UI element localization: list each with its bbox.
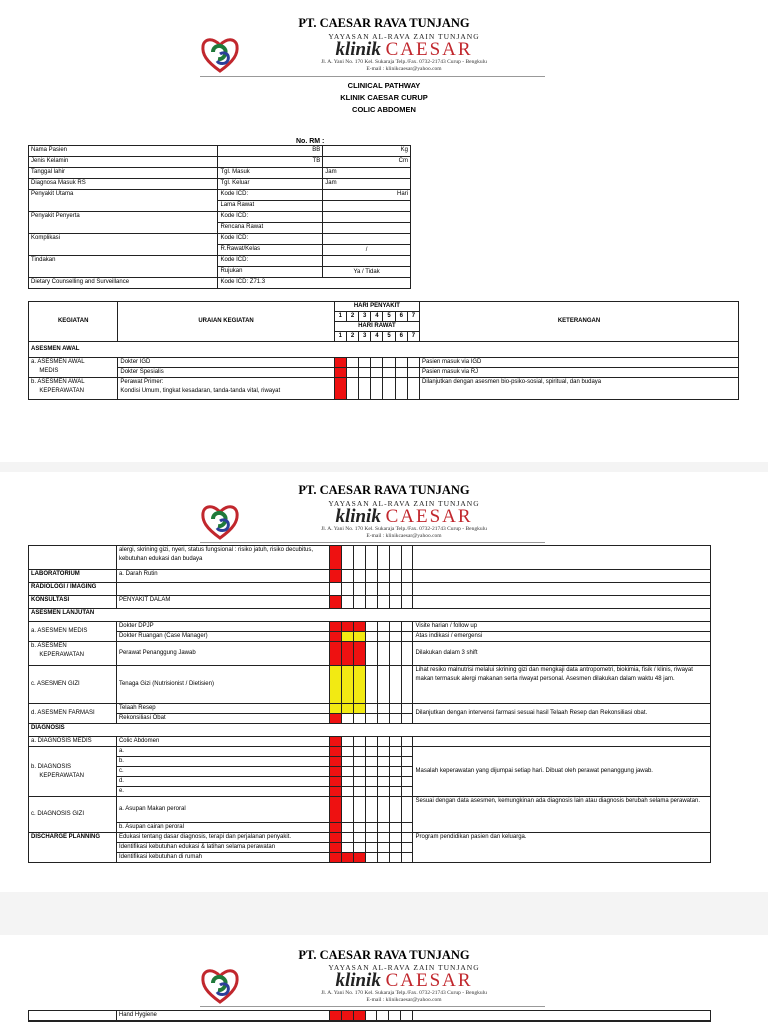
kode-icd-2: Kode ICD: [218, 212, 323, 223]
clinic-email-p2: E-mail : klinikcaesar@yahoo.com [366, 533, 442, 539]
dk-item-e: e. [116, 787, 329, 797]
day-rawat-4: 4 [371, 332, 383, 342]
dk-item-b: b. [116, 757, 329, 767]
kode-icd-4: Kode ICD: [218, 256, 323, 267]
clinic-email-p3: E-mail : klinikcaesar@yahoo.com [366, 997, 442, 1003]
ket-via-rj: Pasien masuk via RJ [420, 368, 739, 378]
day-rawat-1: 1 [334, 332, 346, 342]
rekonsiliasi-obat: Rekonsiliasi Obat [116, 714, 329, 724]
kode-icd-1: Kode ICD: [218, 190, 323, 201]
pathway-grid-page3 [28, 1010, 711, 1022]
ket-bio-psiko-sosial: Dilanjutkan dengan asesmen bio-psiko-sosial, spiritual, dan budaya [420, 378, 739, 400]
darah-rutin: a. Darah Rutin [116, 570, 329, 583]
hari-label: Hari [323, 190, 411, 201]
hari-rawat-header: HARI RAWAT [334, 322, 419, 332]
caesar-word: CAESAR [385, 39, 473, 60]
identifikasi-edukasi: Identifikasi kebutuhan edukasi & latihan selama perawatan [116, 843, 329, 853]
clinic-email: E-mail : klinikcaesar@yahoo.com [366, 66, 442, 72]
page-3 [0, 935, 768, 1024]
asesmen-awal-continued: alergi, skrining gizi, nyeri, status fungsional : risiko jatuh, risiko decubitus, kebutuhan edukasi dan budaya [116, 546, 329, 570]
no-rm-label: No. RM : [296, 138, 325, 145]
day-penyakit-6: 6 [395, 312, 407, 322]
colic-abdomen: Colic Abdomen [116, 737, 329, 747]
asupan-makan: a. Asupan Makan peroral [116, 797, 329, 823]
dk-item-c: c. [116, 767, 329, 777]
keterangan-header: KETERANGAN [420, 302, 739, 342]
klinik-word: klinik [335, 39, 381, 60]
tanggal-lahir-label: Tanggal lahir [29, 168, 218, 179]
rujukan-label: Rujukan [218, 267, 323, 278]
penyakit-utama-label: Penyakit Utama [29, 190, 218, 212]
dk-item-a: a. [116, 747, 329, 757]
asesmen-farmasi-label: d. ASESMEN FARMASI [29, 704, 117, 724]
foundation-name: YAYASAN AL-RAVA ZAIN TUNJANG [328, 32, 480, 41]
ket-intervensi-farmasi: Dilanjutkan dengan intervensi farmasi sesuai hasil Telaah Resep dan Rekonsiliasi obat. [413, 704, 711, 724]
asesmen-awal-medis-label: a. ASESMEN AWAL MEDIS [29, 358, 118, 378]
page-1 [0, 0, 768, 462]
tgl-keluar-label: Tgl. Keluar [218, 179, 323, 190]
telaah-resep: Telaah Resep [116, 704, 329, 714]
tb-label: TB [218, 157, 323, 168]
title-line-3: COLIC ABDOMEN [352, 105, 416, 114]
company-name: PT. CAESAR RAVA TUNJANG [298, 16, 470, 30]
ket-masalah-keperawatan: Masalah keperawatan yang dijumpai setiap hari. Dibuat oleh perawat penanggung jawab. [413, 747, 711, 797]
perawat-penanggung-jawab: Perawat Penanggung Jawab [116, 642, 329, 666]
company-name-p3: PT. CAESAR RAVA TUNJANG [298, 948, 470, 962]
ket-visite-harian: Visite harian / follow up [413, 622, 711, 632]
day-rawat-3: 3 [359, 332, 371, 342]
dokter-igd: Dokter IGD [118, 358, 334, 368]
foundation-name-p2: YAYASAN AL-RAVA ZAIN TUNJANG [328, 499, 480, 508]
diagnosis-medis-label: a. DIAGNOSIS MEDIS [29, 737, 117, 747]
ruang-rawat-label: R.Rawat/Kelas [218, 245, 323, 256]
lama-rawat-label: Lama Rawat [218, 201, 323, 212]
section-asesmen-lanjutan: ASESMEN LANJUTAN [29, 609, 711, 622]
section-diagnosis: DIAGNOSIS [29, 724, 711, 737]
ket-tiga-shift: Dilakukan dalam 3 shift [413, 642, 711, 666]
asesmen-keperawatan-label: b. ASESMEN KEPERAWATAN [29, 642, 117, 666]
asesmen-medis-label: a. ASESMEN MEDIS [29, 622, 117, 642]
pathway-grid-page2 [28, 545, 711, 863]
penyakit-dalam: PENYAKIT DALAM [116, 596, 329, 609]
clinic-address-p3: Jl. A. Yani No. 170 Kel. Sukaraja Telp./Fax. 0732-21743 Curup - Bengkulu [321, 990, 487, 996]
pathway-grid-page1 [28, 301, 739, 400]
klinik-word-p2: klinik [335, 506, 381, 527]
edukasi-diagnosis: Edukasi tentang dasar diagnosis, terapi dan perjalanan penyakit. [116, 833, 329, 843]
jenis-kelamin-label: Jenis Kelamin [29, 157, 218, 168]
clinic-address-p2: Jl. A. Yani No. 170 Kel. Sukaraja Telp./Fax. 0732-21743 Curup - Bengkulu [321, 526, 487, 532]
day-rawat-5: 5 [383, 332, 395, 342]
penyakit-penyerta-label: Penyakit Penyerta [29, 212, 218, 234]
day-penyakit-4: 4 [371, 312, 383, 322]
asupan-cairan: b. Asupan cairan peroral [116, 823, 329, 833]
tgl-masuk-label: Tgl. Masuk [218, 168, 323, 179]
clinic-address: Jl. A. Yani No. 170 Kel. Sukaraja Telp./Fax. 0732-21743 Curup - Bengkulu [321, 59, 487, 65]
section-discharge-planning: DISCHARGE PLANNING [29, 833, 117, 863]
company-name-p2: PT. CAESAR RAVA TUNJANG [298, 483, 470, 497]
title-line-2: KLINIK CAESAR CURUP [340, 93, 428, 102]
identifikasi-rumah: Identifikasi kebutuhan di rumah [116, 853, 329, 863]
ket-program-pendidikan: Program pendidikan pasien dan keluarga. [413, 833, 711, 863]
kegiatan-header: KEGIATAN [29, 302, 118, 342]
day-rawat-2: 2 [346, 332, 358, 342]
klinik-word-p3: klinik [335, 970, 381, 991]
ket-via-igd: Pasien masuk via IGD [420, 358, 739, 368]
dk-item-d: d. [116, 777, 329, 787]
ket-resiko-malnutrisi: Lihat resiko malnutrisi melalui skrining gizi dan mengkaji data antropometri, biokimia, fisik / klinis, riwayat makan termasuk alergi makanan serta riwayat personal. Asesmen dilakukan dalam waktu 48 jam. [413, 666, 711, 704]
diagnosis-gizi-label: c. DIAGNOSIS GIZI [29, 797, 117, 833]
cm-label: Cm [323, 157, 411, 168]
day-penyakit-2: 2 [346, 312, 358, 322]
dokter-ruangan: Dokter Ruangan (Case Manager) [116, 632, 329, 642]
hari-penyakit-header: HARI PENYAKIT [334, 302, 419, 312]
header-divider-p3 [200, 1006, 545, 1007]
perawat-primer: Perawat Primer: Kondisi Umum, tingkat kesadaran, tanda-tanda vital, riwayat [118, 378, 334, 400]
dietary-label: Dietary Counselling and Surveillance [29, 278, 218, 289]
title-line-1: CLINICAL PATHWAY [347, 81, 421, 90]
bb-label: BB [218, 146, 323, 157]
uraian-header: URAIAN KEGIATAN [118, 302, 334, 342]
jam-masuk-label: Jam [323, 168, 411, 179]
pathway-title [0, 80, 768, 116]
asesmen-awal-keperawatan-label: b. ASESMEN AWAL KEPERAWATAN [29, 378, 118, 400]
day-penyakit-7: 7 [407, 312, 419, 322]
section-asesmen-awal: ASESMEN AWAL [29, 342, 739, 358]
header-divider [200, 76, 545, 77]
section-laboratorium: LABORATORIUM [29, 570, 117, 583]
tindakan-label: Tindakan [29, 256, 218, 278]
ya-tidak-label: Ya / Tidak [323, 267, 411, 278]
dokter-dpjp: Dokter DPJP [116, 622, 329, 632]
hand-hygiene: Hand Hygiene [116, 1011, 329, 1021]
day-rawat-6: 6 [395, 332, 407, 342]
day-penyakit-1: 1 [334, 312, 346, 322]
patient-info-table [28, 145, 411, 289]
rencana-rawat-label: Rencana Rawat [218, 223, 323, 234]
tenaga-gizi: Tenaga Gizi (Nutrisionist / Dietisien) [116, 666, 329, 704]
kelas-slash: / [323, 245, 411, 256]
jam-keluar-label: Jam [323, 179, 411, 190]
asesmen-gizi-label: c. ASESMEN GIZI [29, 666, 117, 704]
section-radiologi: RADIOLOGI / IMAGING [29, 583, 117, 596]
caesar-word-p2: CAESAR [385, 506, 473, 527]
diagnosa-masuk-label: Diagnosa Masuk RS [29, 179, 218, 190]
clinic-logo [200, 34, 240, 74]
page-2 [0, 472, 768, 892]
clinic-logo-p3 [200, 965, 240, 1005]
foundation-name-p3: YAYASAN AL-RAVA ZAIN TUNJANG [328, 963, 480, 972]
day-penyakit-5: 5 [383, 312, 395, 322]
caesar-word-p3: CAESAR [385, 970, 473, 991]
kode-icd-z71: Kode ICD: Z71.3 [218, 278, 411, 289]
ket-atas-indikasi: Atas indikasi / emergensi [413, 632, 711, 642]
ket-diagnosis-berubah: Sesuai dengan data asesmen, kemungkinan ada diagnosis lain atau diagnosis berubah selama perawatan. [413, 797, 711, 833]
kg-label: Kg [323, 146, 411, 157]
nama-pasien-label: Nama Pasien [29, 146, 218, 157]
clinic-logo-p2 [200, 501, 240, 541]
kode-icd-3: Kode ICD: [218, 234, 323, 245]
section-konsultasi: KONSULTASI [29, 596, 117, 609]
header-divider-p2 [200, 542, 545, 543]
komplikasi-label: Komplikasi [29, 234, 218, 256]
diagnosis-keperawatan-label: b. DIAGNOSIS KEPERAWATAN [29, 747, 117, 797]
day-penyakit-3: 3 [359, 312, 371, 322]
day-rawat-7: 7 [407, 332, 419, 342]
dokter-spesialis: Dokter Spesialis [118, 368, 334, 378]
